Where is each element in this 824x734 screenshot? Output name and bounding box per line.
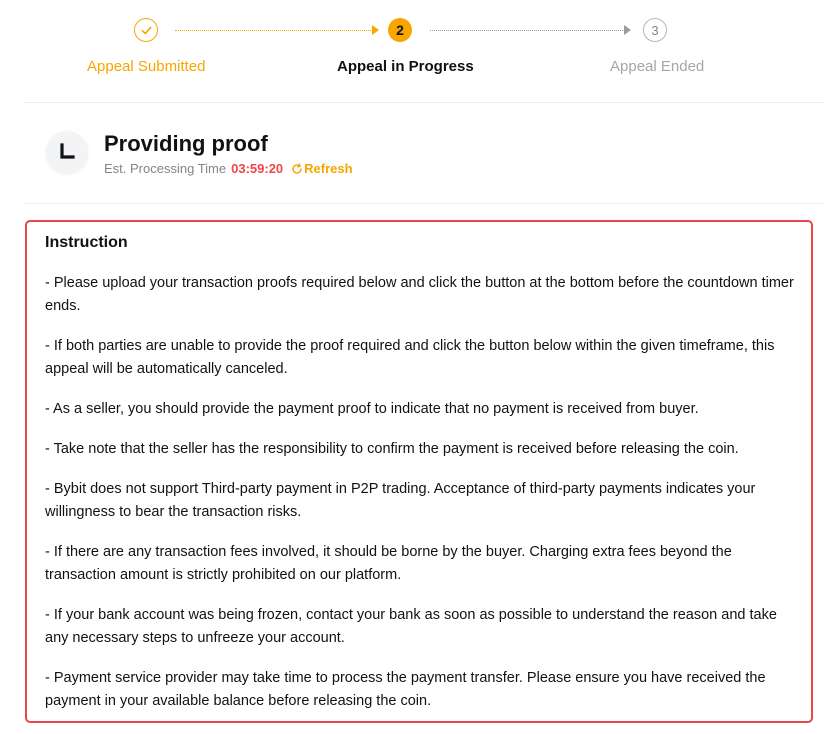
instruction-item: - Payment service provider may take time to process the payment transfer. Please ensure you have received the payment in your available balance before releasing the coin. [45,670,766,709]
processing-time-label: Est. Processing Time [104,161,227,176]
step-number-badge: 3 [643,18,667,42]
refresh-label: Refresh [304,161,353,176]
instruction-panel [25,220,813,723]
instruction-item: - If your bank account was being frozen, contact your bank as soon as possible to understand the reason and take any necessary steps to unfreeze your account. [45,607,777,646]
arrow-right-icon [372,25,379,35]
check-circle-icon [134,18,158,42]
instruction-title: Instruction [45,234,128,251]
instruction-item: - Take note that the seller has the responsibility to confirm the payment is received before releasing the coin. [45,441,739,457]
status-title: Providing proof [104,131,268,156]
refresh-icon [291,163,303,175]
divider [24,102,824,103]
divider [24,203,824,204]
instruction-item: - Please upload your transaction proofs required below and click the button at the bottom before the countdown timer ends. [45,275,794,314]
step-connector [175,30,373,31]
instruction-item: - If both parties are unable to provide the proof required and click the button below within the given timeframe, this appeal will be automatically canceled. [45,338,775,377]
step-number-badge: 2 [388,18,412,42]
step-connector [430,30,625,31]
instruction-item: - Bybit does not support Third-party payment in P2P trading. Acceptance of third-party payments indicates your willingness to bear the transaction risks. [45,481,756,520]
refresh-button[interactable] [291,161,352,176]
countdown-timer: 03:59:20 [231,161,284,176]
instruction-item: - If there are any transaction fees involved, it should be borne by the buyer. Charging extra fees beyond the transaction amount is strictly prohibited on our platform. [45,544,732,583]
step-label-appeal-ended: Appeal Ended [610,58,705,75]
arrow-right-icon [624,25,631,35]
processing-time [104,161,353,176]
step-label-appeal-in-progress: Appeal in Progress [337,58,474,75]
instruction-item: - As a seller, you should provide the payment proof to indicate that no payment is received from buyer. [45,401,699,417]
step-label-appeal-submitted: Appeal Submitted [87,58,206,75]
appeal-stepper [0,0,824,100]
clock-icon [46,131,88,173]
